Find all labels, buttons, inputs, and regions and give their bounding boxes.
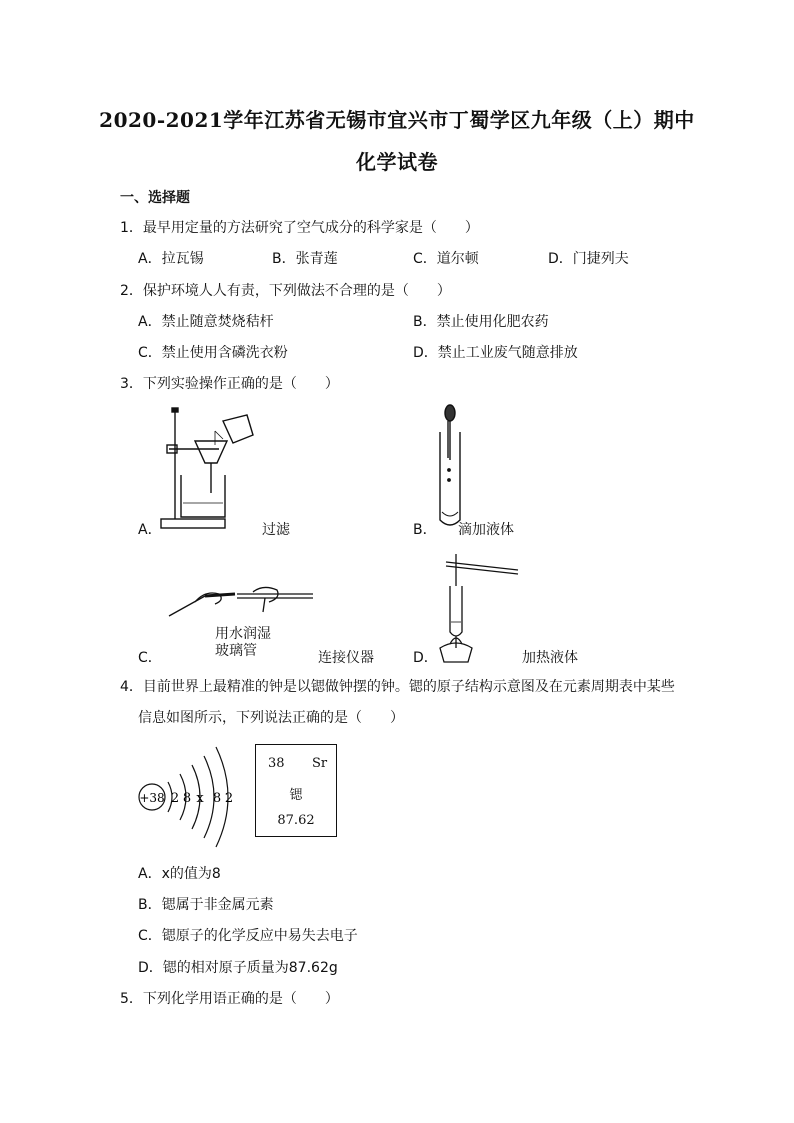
q3-option-c-letter: C． xyxy=(138,650,162,666)
connect-instruments-figure xyxy=(165,582,320,622)
q4-stem-line1: 4．目前世界上最精准的钟是以锶做钟摆的钟。锶的原子结构示意图及在元素周期表中某些 xyxy=(120,679,675,695)
q2-option-a: A．禁止随意焚烧秸杆 xyxy=(138,314,274,330)
element-card xyxy=(255,744,337,837)
q2-stem: 2．保护环境人人有责，下列做法不合理的是（ ） xyxy=(120,283,451,299)
q3-option-c-figure-text-1: 用水润湿 xyxy=(215,626,271,642)
q1-stem: 1．最早用定量的方法研究了空气成分的科学家是（ ） xyxy=(120,220,479,236)
element-symbol: Sr xyxy=(312,756,328,771)
strontium-atom-diagram xyxy=(130,738,245,853)
q3-option-b-letter: B． xyxy=(413,522,437,538)
q1-option-c: C．道尔顿 xyxy=(413,251,479,267)
dropper-figure xyxy=(430,402,470,532)
section-heading: 一、选择题 xyxy=(120,190,190,206)
q3-option-d-caption: 加热液体 xyxy=(522,650,578,666)
q2-option-b: B．禁止使用化肥农药 xyxy=(413,314,549,330)
atomic-mass: 87.62 xyxy=(277,813,315,828)
q2-option-c: C．禁止使用含磷洗衣粉 xyxy=(138,345,288,361)
shell-5-electrons: 2 xyxy=(224,791,234,806)
q3-option-c-caption: 连接仪器 xyxy=(318,650,374,666)
heating-liquid-figure xyxy=(432,552,522,664)
q3-option-c-figure-text-2: 玻璃管 xyxy=(215,643,257,659)
q1-option-a: A．拉瓦锡 xyxy=(138,251,204,267)
shell-2-electrons: 8 xyxy=(182,791,192,806)
q4-option-d: D．锶的相对原子质量为87.62g xyxy=(138,960,338,976)
exam-title-line2: 化学试卷 xyxy=(356,150,438,174)
q3-option-b-caption: 滴加液体 xyxy=(458,522,514,538)
q3-option-a-caption: 过滤 xyxy=(262,522,290,538)
shell-3-electrons: x xyxy=(196,791,204,806)
q3-option-d-letter: D． xyxy=(413,650,438,666)
exam-title-line1: 2020-2021学年江苏省无锡市宜兴市丁蜀学区九年级（上）期中 xyxy=(99,108,695,132)
q1-option-d: D．门捷列夫 xyxy=(548,251,629,267)
q3-option-a-letter: A． xyxy=(138,522,162,538)
atomic-number: 38 xyxy=(268,756,285,771)
shell-1-electrons: 2 xyxy=(170,791,180,806)
q4-option-b: B．锶属于非金属元素 xyxy=(138,897,274,913)
filtration-figure xyxy=(155,405,265,533)
q5-stem: 5．下列化学用语正确的是（ ） xyxy=(120,991,339,1007)
q2-option-d: D．禁止工业废气随意排放 xyxy=(413,345,578,361)
q3-stem: 3．下列实验操作正确的是（ ） xyxy=(120,376,339,392)
q4-option-c: C．锶原子的化学反应中易失去电子 xyxy=(138,928,358,944)
q4-stem-line2: 信息如图所示，下列说法正确的是（ ） xyxy=(138,710,404,726)
q4-option-a: A．x的值为8 xyxy=(138,866,221,882)
q1-option-b: B．张青莲 xyxy=(272,251,338,267)
atom-nucleus-label: +38 xyxy=(139,791,165,805)
shell-4-electrons: 8 xyxy=(212,791,222,806)
element-name: 锶 xyxy=(289,788,303,803)
